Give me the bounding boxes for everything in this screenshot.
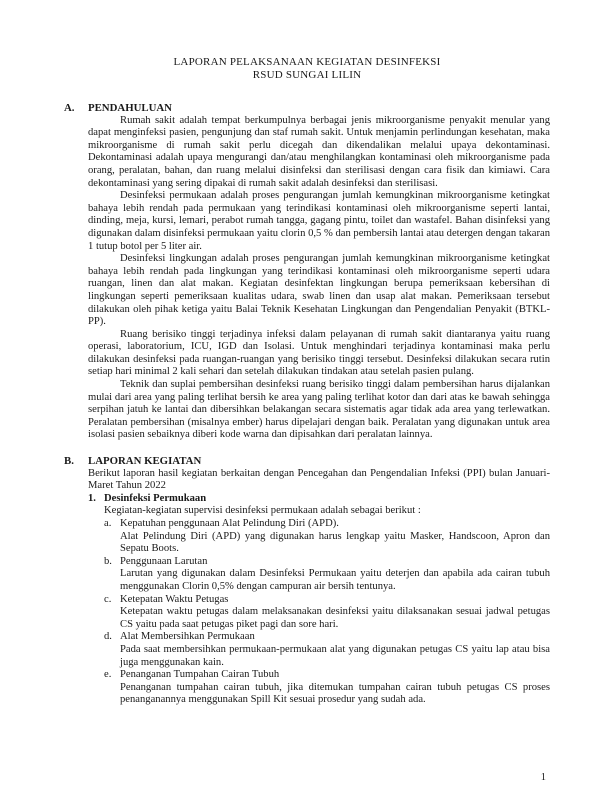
item-text: Pada saat membersihkan permukaan-permukaan alat yang digunakan petugas CS yaitu lap atau bisa juga menggunakan kain. bbox=[120, 643, 550, 668]
item-letter: d. bbox=[104, 631, 112, 643]
subsection-title: Desinfeksi Permukaan bbox=[104, 492, 207, 504]
section-body bbox=[88, 115, 550, 442]
section-laporan-kegiatan bbox=[64, 455, 550, 707]
subsection-intro: Kegiatan-kegiatan supervisi desinfeksi permukaan adalah sebagai berikut : bbox=[104, 505, 421, 517]
page-number: 1 bbox=[540, 772, 546, 783]
list-item bbox=[104, 594, 550, 632]
subsection-body bbox=[104, 505, 550, 707]
title-line-1: LAPORAN PELAKSANAAN KEGIATAN DESINFEKSI bbox=[173, 56, 441, 68]
section-title: LAPORAN KEGIATAN bbox=[88, 455, 202, 468]
section-letter: A. bbox=[64, 102, 75, 114]
item-title: Kepatuhan penggunaan Alat Pelindung Diri (APD). bbox=[120, 518, 339, 529]
item-letter: b. bbox=[104, 555, 112, 567]
title-line-2: RSUD SUNGAI LILIN bbox=[252, 69, 362, 81]
paragraph: Ruang berisiko tinggi terjadinya infeksi dalam pelayanan di rumah sakit diantaranya yaitu ruang operasi, laboratorium, ICU, IGD dan Isolasi. Untuk menghindari terjadinya kontaminasi maka perlu dilakukan desinfeksi pada ruangan-ruangan yang berisiko tinggi tersebut. Desinfeksi dilakukan secara rutin setiap hari minimal 2 kali sehari dan setelah dilakukan tindakan atau setelah pasien pulang. bbox=[88, 328, 550, 378]
paragraph: Teknik dan suplai pembersihan desinfeksi ruang berisiko tinggi dalam pembersihan harus dijalankan mulai dari area yang paling terlihat bersih ke area yang paling terlihat kotor dan dari atas ke bawah sehingga serpihan jatuh ke lantai dan dibersihkan belakangan secara sistematis agar tidak ada area yang terlewatkan. Peralatan pembersihan (misalnya ember) harus dipelajari dengan baik. Peralatan yang digunakan untuk area isolasi pasien sebaiknya diberi kode warna dan dipisahkan dari peralatan lainnya. bbox=[88, 379, 550, 441]
item-title: Alat Membersihkan Permukaan bbox=[120, 631, 255, 643]
section-intro: Berikut laporan hasil kegiatan berkaitan dengan Pencegahan dan Pengendalian Infeksi (PPI) bulan Januari-Maret Tahun 2022 bbox=[88, 467, 550, 492]
item-text: Larutan yang digunakan dalam Desinfeksi Permukaan yaitu deterjen dan apabila ada cairan tubuh menggunakan Clorin 0,5% dengan campuran air bersih tentunya. bbox=[120, 568, 550, 592]
item-title: Ketepatan Waktu Petugas bbox=[120, 593, 229, 605]
item-letter: c. bbox=[104, 593, 112, 605]
item-title: Penanganan Tumpahan Cairan Tubuh bbox=[120, 669, 280, 681]
section-heading bbox=[64, 102, 550, 115]
list-item bbox=[104, 669, 550, 707]
subsection-heading bbox=[88, 493, 550, 506]
section-title: PENDAHULUAN bbox=[88, 102, 172, 114]
item-text: Ketepatan waktu petugas dalam melaksanakan desinfeksi yaitu dilaksanakan sesuai jadwal petugas CS yaitu pada saat petugas piket pagi dan sore hari. bbox=[120, 606, 550, 630]
item-letter: a. bbox=[104, 518, 112, 529]
document-title bbox=[64, 56, 550, 82]
item-letter: e. bbox=[104, 669, 112, 681]
paragraph: Desinfeksi permukaan adalah proses pengurangan jumlah kemungkinan mikroorganisme ketingkat bahaya lebih rendah pada permukaan yang terindikasi kontaminasi oleh mikroorganisme seperti lantai, dinding, meja, kursi, lemari, perabot rumah tangga, gagang pintu, toilet dan wastafel. Bahan disinfeksi yang digunakan dalam disinfeksi permukaan yaitu clorin 0,5 % dan pembersih lantai atau detergen dengan takaran 1 tutup botol per 5 liter air. bbox=[88, 190, 550, 252]
section-letter: B. bbox=[64, 455, 74, 468]
paragraph: Rumah sakit adalah tempat berkumpulnya berbagai jenis mikroorganisme penyakit menular yang dapat menginfeksi pasien, pengunjung dan staf rumah sakit. Untuk menjamin perlindungan kesehatan, maka mikroorganisme di rumah sakit perlu dicegah dan dikendalikan melalui upaya dekontaminasi. Dekontaminasi adalah upaya mengurangi dan/atau menghilangkan kontaminasi oleh mikroorganisme pada orang, peralatan, bahan, dan ruang melalui disinfeksi dan sterilisasi dengan cara fisik dan kimiawi. Cara dekontaminasi yang sering dipakai di rumah sakit adalah desinfeksi dan sterilisasi. bbox=[88, 114, 550, 189]
list-item bbox=[104, 518, 550, 556]
subsection-number: 1. bbox=[88, 492, 96, 504]
item-title: Penggunaan Larutan bbox=[120, 555, 208, 567]
list-item bbox=[104, 556, 550, 594]
item-text: Penanganan tumpahan cairan tubuh, jika ditemukan tumpahan cairan tubuh petugas CS proses penanganannya menggunakan Spill Kit sesuai prosedur yang sudah ada. bbox=[120, 681, 550, 706]
item-text: Alat Pelindung Diri (APD) yang digunakan harus lengkap yaitu Masker, Handscoon, Apron dan Sepatu Boots. bbox=[120, 530, 550, 555]
paragraph: Desinfeksi lingkungan adalah proses pengurangan jumlah kemungkinan mikroorganisme ketingkat bahaya lebih rendah pada lingkungan yang terindikasi kontaminasi oleh mikroorganisme seperti udara ruangan, linen dan alat makan. Kegiatan desinfektan lingkungan berupa pemeriksaan kebersihan di lingkungan seperti pemeriksaan kualitas udara, swab linen dan usap alat makan. Pemeriksaan tersebut dilakukan oleh pihak ketiga yaitu Balai Teknik Kesehatan Lingkungan dan Pengendalian Penyakit (BTKL-PP). bbox=[88, 253, 550, 328]
list-item bbox=[104, 631, 550, 669]
section-heading bbox=[64, 455, 550, 468]
section-body bbox=[88, 468, 550, 707]
section-pendahuluan bbox=[64, 102, 550, 442]
